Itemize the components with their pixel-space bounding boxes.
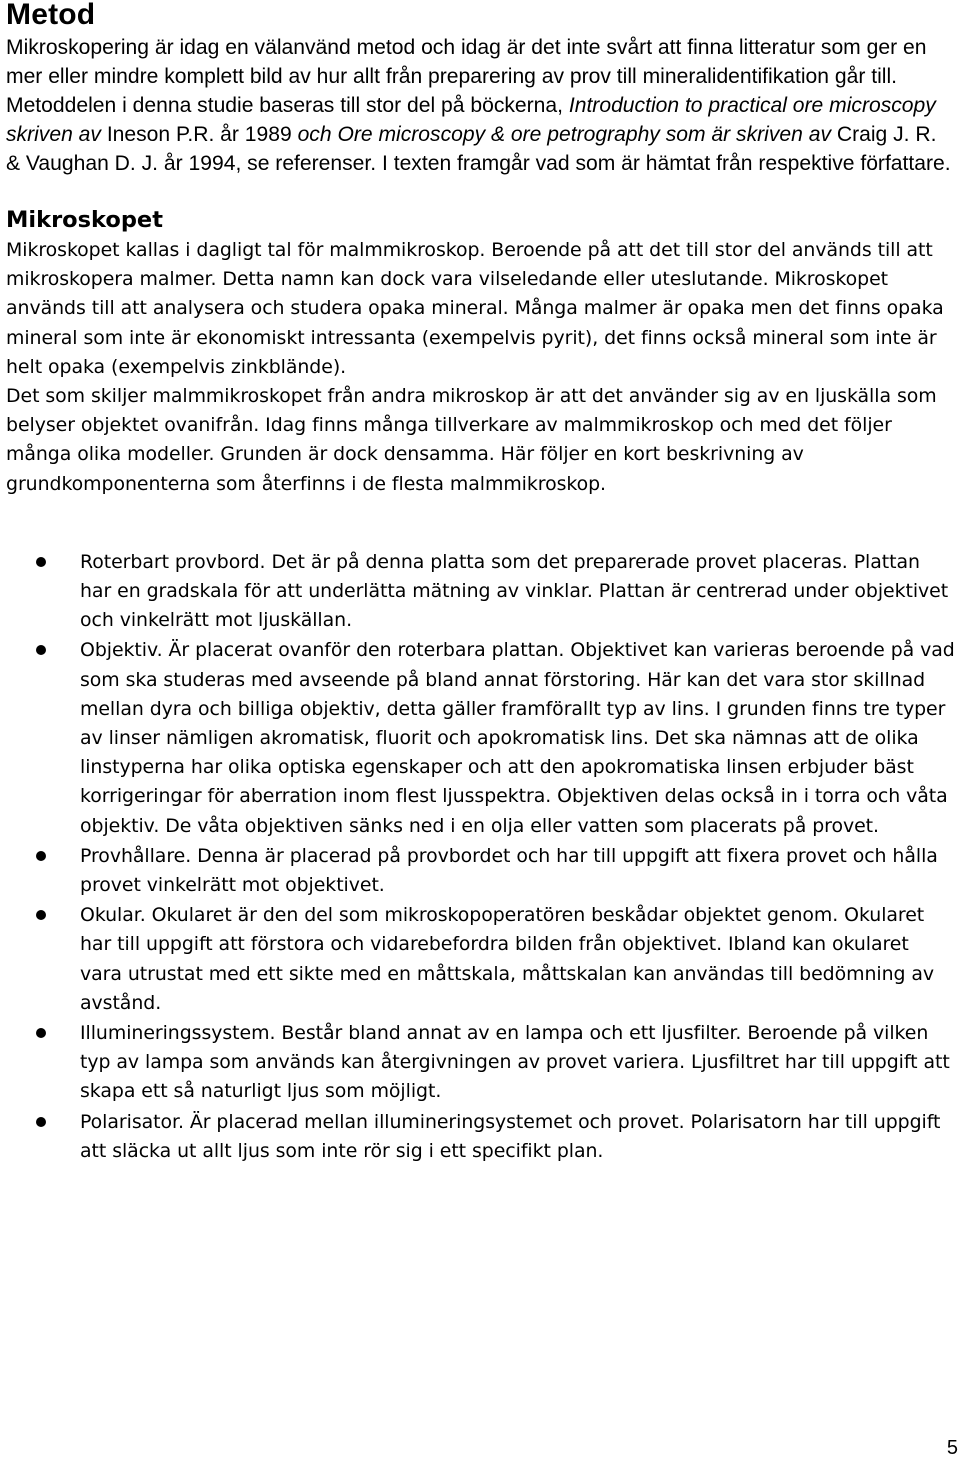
component-list: [6, 548, 956, 1166]
subsection-heading-mikroskopet: Mikroskopet: [6, 207, 163, 233]
intro-text-4: Craig J. R. & Vaughan D. J. år 1994, se referenser. I texten framgår vad som är hämtat från respektive författare.: [6, 123, 951, 175]
document-page: [6, 0, 956, 1166]
intro-text-2: Ineson P.R.: [100, 123, 221, 146]
bullet-icon: [36, 557, 46, 567]
list-item-text: Okular. Okularet är den del som mikroskopoperatören beskådar objektet genom. Okularet har till uppgift att förstora och vidarebefordra bilden från objektivet. Ibland kan okularet vara utrustat med ett sikte med en måttskala, måttskalan kan användas till bedömning av avstånd.: [80, 904, 935, 1014]
list-item-objektiv: [6, 636, 956, 840]
list-item-text: Illumineringssystem. Består bland annat av en lampa och ett ljusfilter. Beroende på vilken typ av lampa som används kan återgivningen av provet variera. Ljusfiltret har till uppgift att skapa ett så naturligt ljus som möjligt.: [80, 1022, 950, 1103]
intro-text-1: Mikroskopering är idag en välanvänd metod och idag är det inte svårt att finna litteratur som ger en mer eller mindre komplett bild av hur allt från preparering av prov till mineralidentifikation går till. Metoddelen i denna studie baseras till stor del på böckerna,: [6, 36, 927, 117]
list-item-text: Objektiv. Är placerat ovanför den roterbara plattan. Objektivet kan varieras beroende på vad som ska studeras med avseende på bland annat förstoring. Här kan det vara stor skillnad mellan dyra och billiga objektiv, detta gäller framförallt typ av lins. I grunden finns tre typer av linser nämligen akromatisk, fluorit och apokromatisk lins. Det ska nämnas att de olika linstyperna har olika optiska egenskaper och att den apokromatiska linsen erbjuder bäst korrigeringar för aberration inom flest ljusspektra. Objektiven delas också in i torra och våta objektiv. De våta objektiven sänks ned i en olja eller vatten som placerats på provet.: [80, 639, 955, 837]
bullet-icon: [36, 851, 46, 861]
list-item-polarisator: [6, 1108, 956, 1166]
list-item-okular: [6, 901, 956, 1018]
bullet-icon: [36, 910, 46, 920]
list-item-provhallare: [6, 842, 956, 900]
book-title-craig: och Ore microscopy & ore petrography som är skriven av: [297, 123, 831, 146]
list-item-text: Roterbart provbord. Det är på denna platta som det preparerade provet placeras. Plattan har en gradskala för att underlätta mätning av vinklar. Plattan är centrerad under objektivet och vinkelrätt mot ljuskällan.: [80, 550, 949, 632]
list-item-text: Provhållare. Denna är placerad på provbordet och har till uppgift att fixera provet och hålla provet vinkelrätt mot objektivet.: [80, 844, 938, 897]
list-item-illumineringssystem: [6, 1019, 956, 1107]
section-heading-metod: Metod: [6, 0, 96, 31]
book-title-ineson: Introduction to practical ore microscopy skriven av: [6, 94, 936, 146]
bullet-icon: [36, 1028, 46, 1038]
intro-text-3: år 1989: [220, 123, 298, 146]
list-item-provbord: [6, 548, 956, 636]
list-item-text: Polarisator. Är placerad mellan illumineringsystemet och provet. Polarisatorn har till uppgift att släcka ut allt ljus som inte rör sig i ett specifikt plan.: [80, 1110, 941, 1162]
mikroskopet-paragraph-1: Mikroskopet kallas i dagligt tal för malmmikroskop. Beroende på att det till stor del används till att mikroskopera malmer. Detta namn kan dock vara vilseledande eller uteslutande. Mikroskopet används till att analysera och studera opaka mineral. Många malmer är opaka men det finns opaka mineral som inte är ekonomiskt intressanta (exempelvis pyrit), det finns också mineral som inte är helt opaka (exempelvis zinkblände).: [6, 239, 944, 378]
intro-paragraph: [6, 33, 956, 178]
bullet-icon: [36, 645, 46, 655]
page-number: 5: [946, 1437, 958, 1459]
mikroskopet-paragraph-2: Det som skiljer malmmikroskopet från andra mikroskop är att det använder sig av en ljuskälla som belyser objektet ovanifrån. Idag finns många tillverkare av malmmikroskop och med det följer många olika modeller. Grunden är dock densamma. Här följer en kort beskrivning av grundkomponenterna som återfinns i de flesta malmmikroskop.: [6, 385, 937, 495]
bullet-icon: [36, 1117, 46, 1127]
